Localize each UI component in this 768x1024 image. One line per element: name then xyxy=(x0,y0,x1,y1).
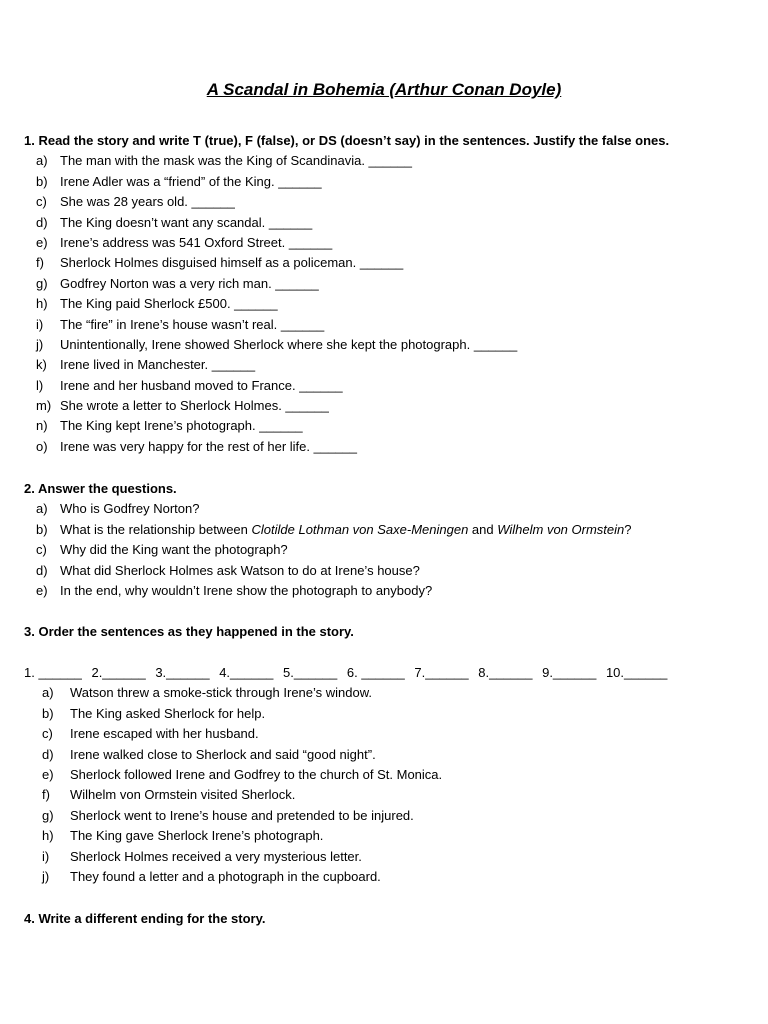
item-text: Irene’s address was 541 Oxford Street. ______ xyxy=(60,234,333,250)
section-true-false xyxy=(24,131,754,457)
item-label: j) xyxy=(42,868,50,884)
section-2-heading: 2. Answer the questions. xyxy=(24,481,177,496)
item-label: d) xyxy=(42,746,54,762)
order-slot: 1. ______ xyxy=(24,665,82,680)
name-clotilde: Clotilde Lothman von Saxe-Meningen xyxy=(251,521,469,537)
item-label: f) xyxy=(42,787,50,803)
order-slot: 3.______ xyxy=(155,665,210,680)
list-item xyxy=(24,867,754,887)
question-text-start: What is the relationship between xyxy=(60,521,252,537)
item-label: e) xyxy=(36,582,48,598)
item-text: Sherlock went to Irene’s house and pretended to be injured. xyxy=(70,807,414,823)
item-label: d) xyxy=(36,562,48,578)
item-label: b) xyxy=(36,521,48,537)
item-label: c) xyxy=(42,726,53,742)
order-slot: 10.______ xyxy=(605,665,668,680)
item-text: Irene was very happy for the rest of her life. ______ xyxy=(60,438,358,454)
item-text: Godfrey Norton was a very rich man. ______ xyxy=(60,275,319,291)
item-label: n) xyxy=(36,418,48,434)
list-item xyxy=(24,213,754,233)
list-item xyxy=(24,724,754,744)
item-text: Sherlock Holmes received a very mysterious letter. xyxy=(70,848,362,864)
list-item xyxy=(24,847,754,867)
order-slot: 8.______ xyxy=(478,665,533,680)
item-text: Who is Godfrey Norton? xyxy=(60,501,200,517)
item-text: She was 28 years old. ______ xyxy=(60,194,235,210)
item-text: Unintentionally, Irene showed Sherlock where she kept the photograph. ______ xyxy=(60,336,518,352)
order-answer-line xyxy=(24,663,754,683)
list-item xyxy=(24,561,754,581)
list-item xyxy=(24,765,754,785)
item-label: b) xyxy=(42,705,54,721)
item-text: Wilhelm von Ormstein visited Sherlock. xyxy=(70,787,296,803)
list-item xyxy=(24,540,754,560)
item-label: a) xyxy=(36,501,48,517)
item-text: What did Sherlock Holmes ask Watson to do at Irene’s house? xyxy=(60,562,420,578)
item-text xyxy=(60,520,632,540)
item-text: Irene and her husband moved to France. ______ xyxy=(60,377,343,393)
list-item xyxy=(24,315,754,335)
item-text: Irene walked close to Sherlock and said “good night”. xyxy=(70,746,376,762)
section-ending xyxy=(24,909,754,929)
list-item xyxy=(24,233,754,253)
question-text-and: and xyxy=(468,521,498,537)
item-label: k) xyxy=(36,357,47,373)
item-text: The man with the mask was the King of Scandinavia. ______ xyxy=(60,153,412,169)
list-item xyxy=(24,785,754,805)
list-item xyxy=(24,581,754,601)
list-item xyxy=(24,376,754,396)
item-text: They found a letter and a photograph in the cupboard. xyxy=(70,868,381,884)
list-item xyxy=(24,806,754,826)
item-label: e) xyxy=(36,234,48,250)
section-1-heading: 1. Read the story and write T (true), F (false), or DS (doesn’t say) in the sentences. Justify the false ones. xyxy=(24,133,670,148)
order-slot: 5.______ xyxy=(283,665,338,680)
list-item xyxy=(24,192,754,212)
order-slot: 2.______ xyxy=(91,665,146,680)
item-label: i) xyxy=(36,316,44,332)
list-item xyxy=(24,151,754,171)
item-text: Watson threw a smoke-stick through Irene’s window. xyxy=(70,685,373,701)
list-item xyxy=(24,172,754,192)
section-3-heading: 3. Order the sentences as they happened in the story. xyxy=(24,624,354,639)
name-wilhelm: Wilhelm von Ormstein xyxy=(497,521,625,537)
item-label: e) xyxy=(42,766,54,782)
item-text: The King paid Sherlock £500. ______ xyxy=(60,296,278,312)
item-text: The King doesn’t want any scandal. ______ xyxy=(60,214,313,230)
item-label: c) xyxy=(36,542,47,558)
item-text: Sherlock followed Irene and Godfrey to the church of St. Monica. xyxy=(70,766,443,782)
list-item xyxy=(24,683,754,703)
item-label: b) xyxy=(36,173,48,189)
item-text: The King gave Sherlock Irene’s photograph. xyxy=(70,828,324,844)
item-label: g) xyxy=(36,275,48,291)
order-slot: 4.______ xyxy=(219,665,274,680)
item-label: a) xyxy=(36,153,48,169)
item-text: She wrote a letter to Sherlock Holmes. ______ xyxy=(60,398,329,414)
order-sentences-block xyxy=(24,663,754,887)
list-item xyxy=(24,274,754,294)
item-label: i) xyxy=(42,848,50,864)
item-text: Irene lived in Manchester. ______ xyxy=(60,357,256,373)
list-item xyxy=(24,416,754,436)
item-text: The King asked Sherlock for help. xyxy=(70,705,266,721)
item-text: The “fire” in Irene’s house wasn’t real. ______ xyxy=(60,316,325,332)
item-text: The King kept Irene’s photograph. ______ xyxy=(60,418,303,434)
item-label: h) xyxy=(36,296,48,312)
item-label: l) xyxy=(36,377,44,393)
item-label: h) xyxy=(42,828,54,844)
item-label: a) xyxy=(42,685,54,701)
list-item xyxy=(24,520,754,540)
question-mark: ? xyxy=(624,521,632,537)
item-text: In the end, why wouldn’t Irene show the photograph to anybody? xyxy=(60,582,433,598)
item-text: Irene escaped with her husband. xyxy=(70,726,259,742)
list-item xyxy=(24,396,754,416)
item-label: d) xyxy=(36,214,48,230)
section-questions xyxy=(24,479,754,601)
list-item xyxy=(24,745,754,765)
list-item xyxy=(24,826,754,846)
item-text: Sherlock Holmes disguised himself as a policeman. ______ xyxy=(60,255,404,271)
item-label: j) xyxy=(36,336,44,352)
order-slot: 9.______ xyxy=(542,665,597,680)
item-label: m) xyxy=(36,398,52,414)
item-label: o) xyxy=(36,438,48,454)
order-slot: 6. ______ xyxy=(346,665,405,680)
list-item xyxy=(24,437,754,457)
section-order xyxy=(24,622,754,642)
list-item xyxy=(24,335,754,355)
list-item xyxy=(24,355,754,375)
item-label: g) xyxy=(42,807,54,823)
list-item xyxy=(24,704,754,724)
order-slot: 7.______ xyxy=(414,665,469,680)
item-text: Irene Adler was a “friend” of the King. ______ xyxy=(60,173,322,189)
section-4-heading: 4. Write a different ending for the story. xyxy=(24,911,266,926)
list-item xyxy=(24,499,754,519)
item-label: f) xyxy=(36,255,44,271)
item-text: Why did the King want the photograph? xyxy=(60,542,288,558)
item-label: c) xyxy=(36,194,47,210)
list-item xyxy=(24,253,754,273)
list-item xyxy=(24,294,754,314)
page-title: A Scandal in Bohemia (Arthur Conan Doyle) xyxy=(206,80,562,99)
